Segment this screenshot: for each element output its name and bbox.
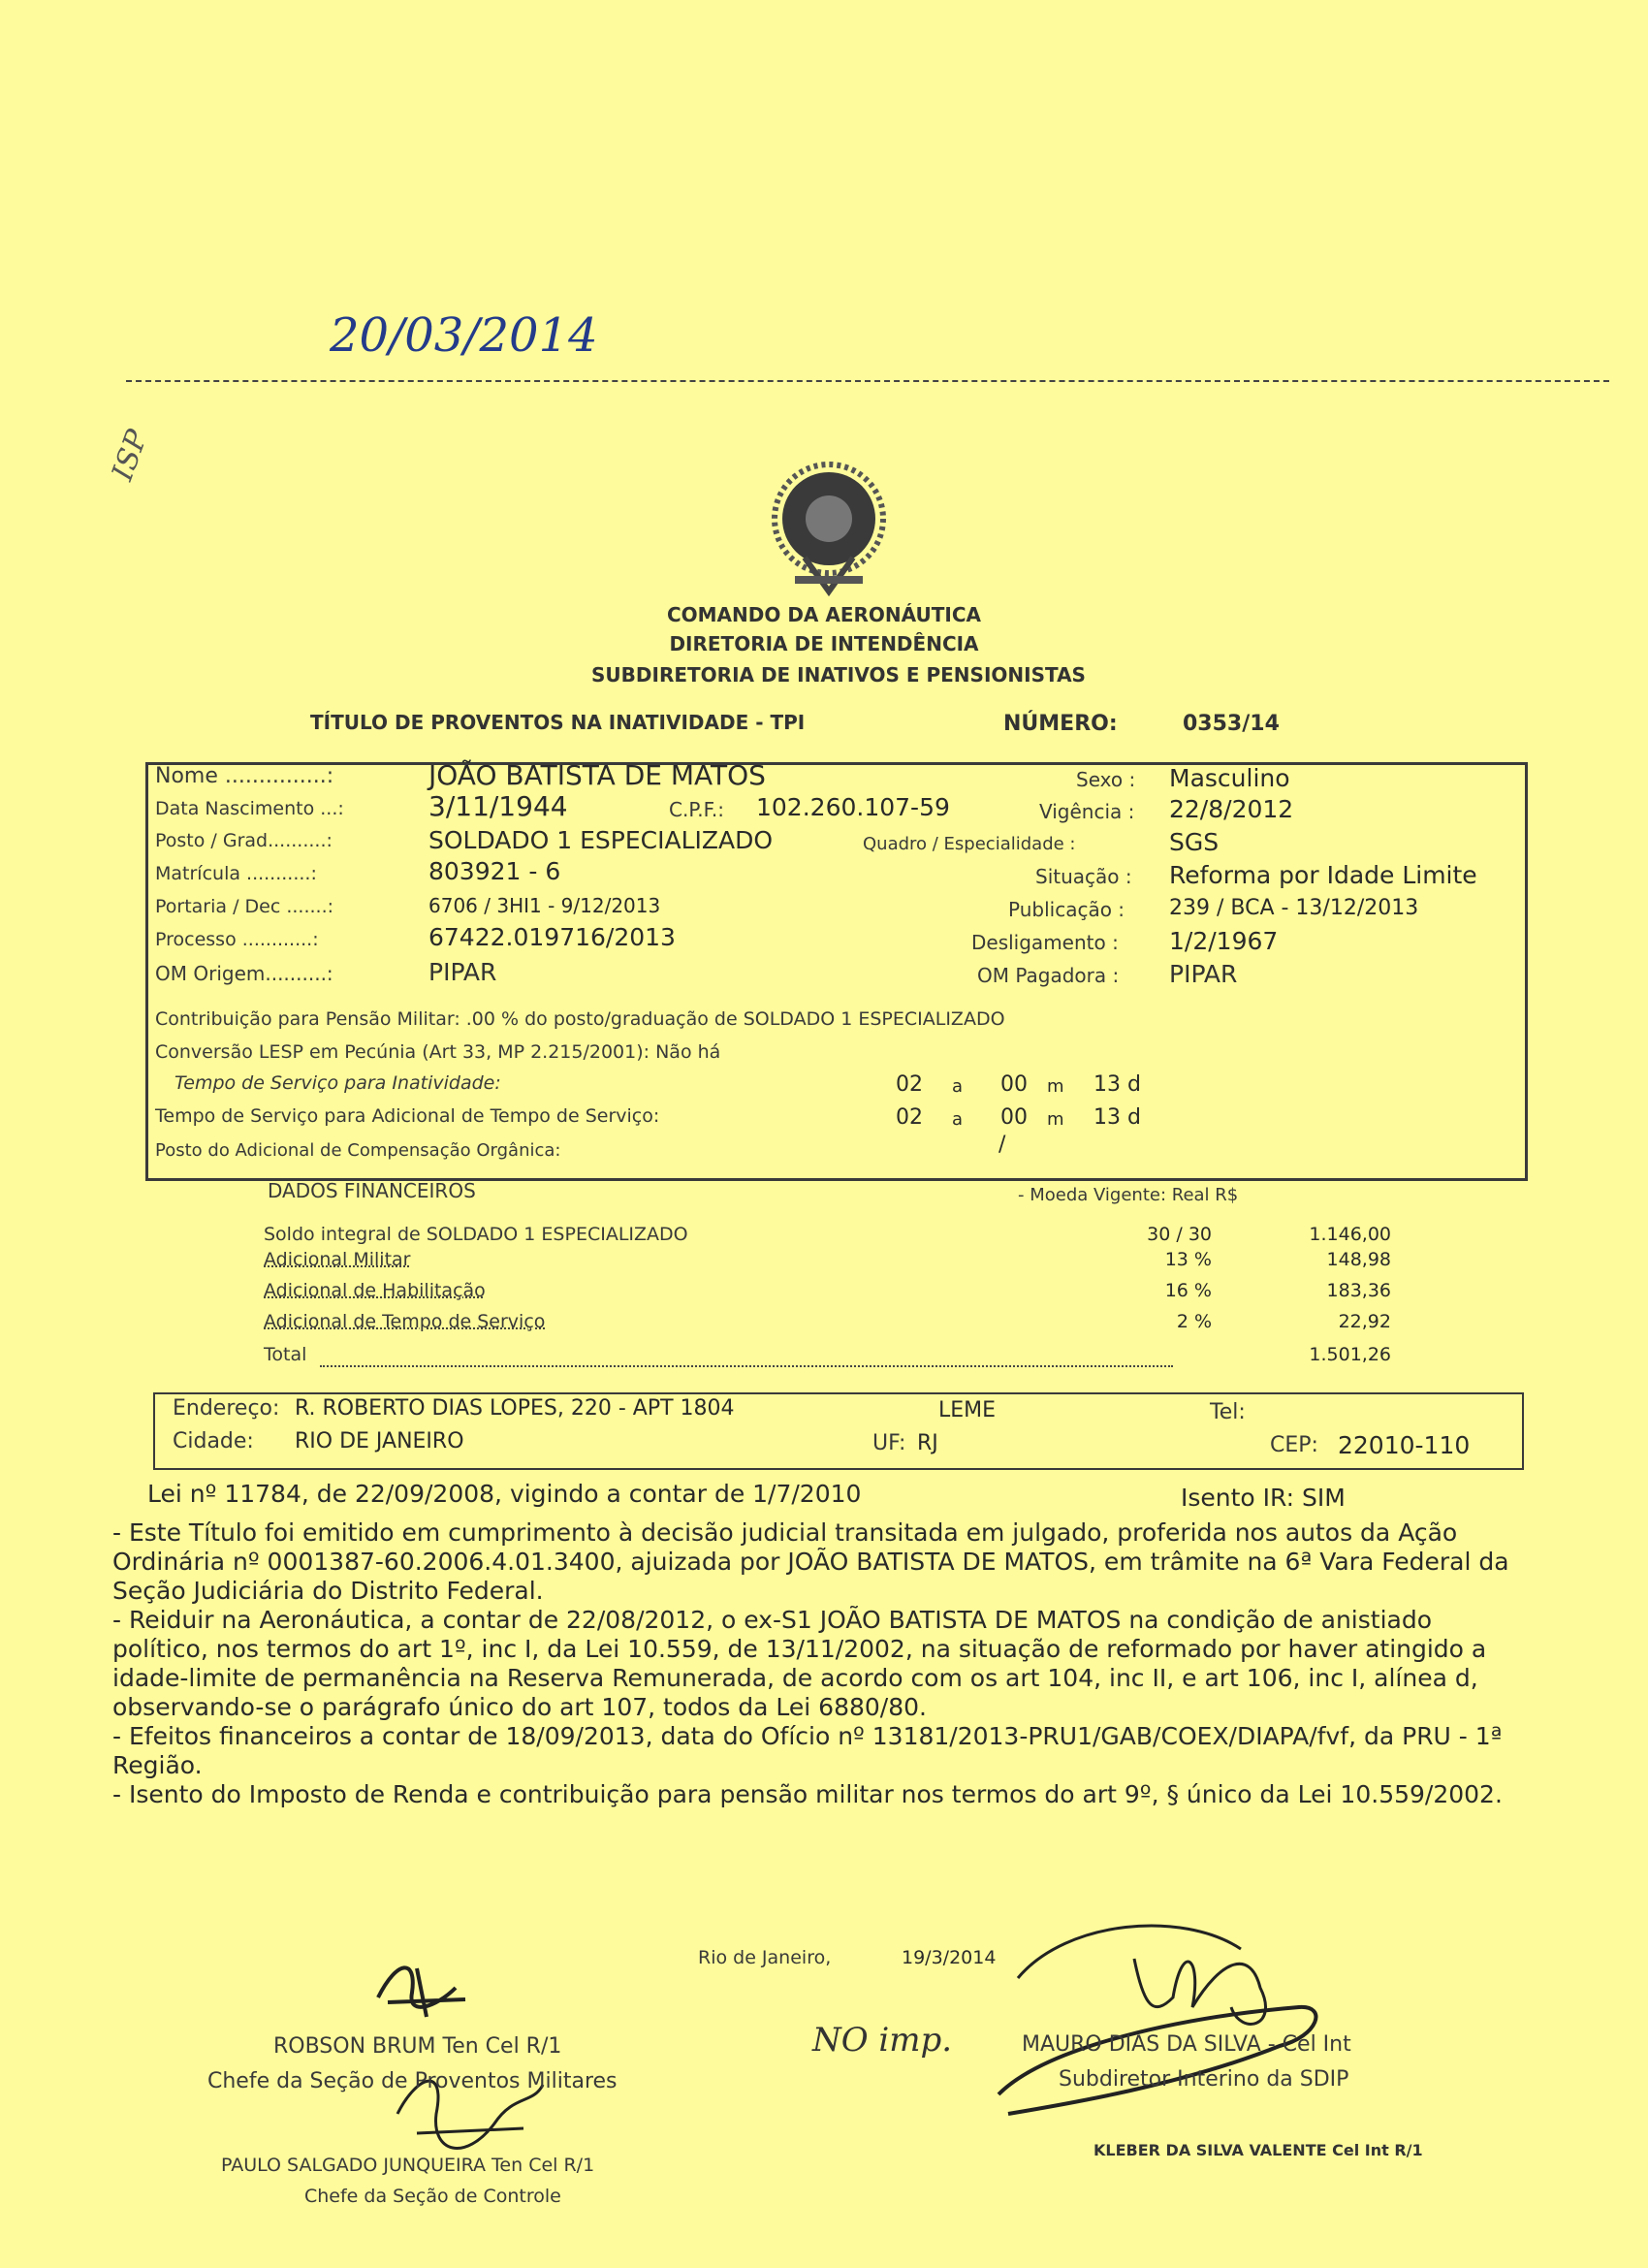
- numero-label: NÚMERO:: [1003, 712, 1118, 736]
- tempo-adicional-meses-unit: m: [1047, 1109, 1064, 1130]
- lei-line: Lei nº 11784, de 22/09/2008, vigindo a contar de 1/7/2010: [147, 1480, 862, 1508]
- fin-row-label: Soldo integral de SOLDADO 1 ESPECIALIZADO: [264, 1224, 688, 1245]
- tempo-inatividade-anos-unit: a: [952, 1076, 964, 1097]
- cpf-label: C.P.F.:: [669, 798, 725, 821]
- financeiros-title: DADOS FINANCEIROS: [268, 1179, 476, 1202]
- fin-row-label: Adicional Militar: [264, 1249, 411, 1270]
- dashed-separator: [126, 380, 1609, 382]
- posto-label: Posto / Grad..........:: [155, 830, 333, 851]
- header-line-3: SUBDIRETORIA DE INATIVOS E PENSIONISTAS: [591, 663, 1086, 687]
- paragraph-3: - Efeitos financeiros a contar de 18/09/2013, data do Ofício nº 13181/2013-PRU1/GAB/COEX/DIAPA/fvf, da PRU - 1ª Região.: [112, 1722, 1503, 1779]
- cidade-value: RIO DE JANEIRO: [295, 1429, 464, 1453]
- fin-row-value: 22,92: [1338, 1311, 1391, 1332]
- tempo-adicional-anos: 02: [896, 1105, 923, 1130]
- isento-ir: Isento IR: SIM: [1181, 1484, 1346, 1512]
- fin-row-value: 183,36: [1326, 1280, 1391, 1301]
- nome-value: JOÃO BATISTA DE MATOS: [428, 759, 766, 791]
- signature-robson: [359, 1949, 475, 2027]
- quadro-value: SGS: [1169, 828, 1220, 856]
- total-dotted-line: [320, 1365, 1173, 1367]
- tel-label: Tel:: [1210, 1400, 1246, 1424]
- posto-adicional-label: Posto do Adicional de Compensação Orgânica:: [155, 1140, 561, 1161]
- desligamento-value: 1/2/1967: [1169, 927, 1279, 955]
- fin-row-label: Adicional de Habilitação: [264, 1280, 486, 1301]
- posto-adicional-value: /: [998, 1133, 1006, 1157]
- processo-label: Processo ............:: [155, 929, 319, 950]
- sexo-label: Sexo :: [1076, 768, 1136, 791]
- uf-value: RJ: [917, 1431, 938, 1455]
- fin-row-qty: 2 %: [1176, 1311, 1212, 1332]
- portaria-label: Portaria / Dec .......:: [155, 896, 334, 917]
- cep-label: CEP:: [1270, 1433, 1318, 1457]
- endereco-value: R. ROBERTO DIAS LOPES, 220 - APT 1804: [295, 1396, 735, 1421]
- matricula-value: 803921 - 6: [428, 857, 561, 885]
- uf-label: UF:: [872, 1431, 906, 1455]
- quadro-label: Quadro / Especialidade :: [863, 834, 1076, 854]
- signature-left2-name: PAULO SALGADO JUNQUEIRA Ten Cel R/1: [221, 2155, 595, 2176]
- tempo-adicional-label: Tempo de Serviço para Adicional de Tempo de Serviço:: [155, 1105, 660, 1127]
- nome-label: Nome ...............:: [155, 764, 334, 788]
- handwritten-note: NO imp.: [812, 2021, 953, 2060]
- paragraph-1: - Este Título foi emitido em cumprimento à decisão judicial transitada em julgado, proferida nos autos da Ação Ordinária nº 0001387-60.2006.4.01.3400, ajuizada por JOÃO BATISTA DE MATOS, em trâmite na 6ª Vara Federal da Seção Judiciária do Distrito Federal.: [112, 1518, 1509, 1605]
- numero-value: 0353/14: [1183, 712, 1280, 736]
- tempo-inatividade-dias: 13 d: [1093, 1072, 1141, 1097]
- om-origem-label: OM Origem..........:: [155, 962, 333, 985]
- fin-row-qty: 16 %: [1164, 1280, 1212, 1301]
- moeda-vigente: - Moeda Vigente: Real R$: [1018, 1185, 1239, 1205]
- cep-value: 22010-110: [1338, 1431, 1471, 1459]
- signature-stamp: KLEBER DA SILVA VALENTE Cel Int R/1: [1093, 2141, 1423, 2159]
- issue-date: 19/3/2014: [902, 1947, 997, 1968]
- cpf-value: 102.260.107-59: [756, 793, 950, 821]
- signature-mauro: [989, 1901, 1338, 2133]
- signature-left1-name: ROBSON BRUM Ten Cel R/1: [273, 2034, 562, 2059]
- sexo-value: Masculino: [1169, 764, 1290, 792]
- header-line-2: DIRETORIA DE INTENDÊNCIA: [669, 632, 979, 655]
- margin-note: ISP: [105, 425, 155, 486]
- handwritten-date: 20/03/2014: [330, 308, 598, 363]
- vigencia-label: Vigência :: [1039, 800, 1135, 823]
- tempo-inatividade-label: Tempo de Serviço para Inatividade:: [174, 1072, 501, 1094]
- contribuicao-line: Contribuição para Pensão Militar: .00 % do posto/graduação de SOLDADO 1 ESPECIALIZADO: [155, 1008, 1005, 1030]
- endereco-label: Endereço:: [173, 1396, 280, 1421]
- publicacao-value: 239 / BCA - 13/12/2013: [1169, 896, 1419, 920]
- om-origem-value: PIPAR: [428, 958, 497, 986]
- local-label: Rio de Janeiro,: [698, 1947, 832, 1968]
- nascimento-label: Data Nascimento ...:: [155, 798, 344, 819]
- tempo-inatividade-meses-unit: m: [1047, 1076, 1064, 1097]
- tempo-adicional-dias: 13 d: [1093, 1105, 1141, 1130]
- portaria-value: 6706 / 3HI1 - 9/12/2013: [428, 894, 661, 917]
- tempo-inatividade-anos: 02: [896, 1072, 923, 1097]
- om-pagadora-label: OM Pagadora :: [977, 964, 1120, 987]
- nascimento-value: 3/11/1944: [428, 790, 568, 822]
- fin-row-qty: 13 %: [1164, 1249, 1212, 1270]
- cidade-label: Cidade:: [173, 1429, 254, 1453]
- fin-row-label: Total: [264, 1344, 307, 1365]
- posto-value: SOLDADO 1 ESPECIALIZADO: [428, 826, 774, 854]
- signature-right-name: MAURO DIAS DA SILVA - Cel Int: [1022, 2032, 1351, 2057]
- situacao-value: Reforma por Idade Limite: [1169, 861, 1477, 889]
- fin-row-value: 1.146,00: [1309, 1224, 1391, 1245]
- paragraph-2: - Reiduir na Aeronáutica, a contar de 22/08/2012, o ex-S1 JOÃO BATISTA DE MATOS na condição de anistiado político, nos termos do art 1º, inc I, da Lei 10.559, de 13/11/2002, na situação de reformado por haver atingido a idade-limite de permanência na Reserva Remunerada, de acordo com os art 104, inc II, e art 106, inc I, alínea d, observando-se o parágrafo único do art 107, todos da Lei 6880/80.: [112, 1606, 1487, 1721]
- paragraph-4: - Isento do Imposto de Renda e contribuição para pensão militar nos termos do art 9º, § único da Lei 10.559/2002.: [112, 1780, 1503, 1808]
- vigencia-value: 22/8/2012: [1169, 795, 1294, 823]
- matricula-label: Matrícula ...........:: [155, 863, 317, 884]
- signature-left2-title: Chefe da Seção de Controle: [304, 2186, 561, 2207]
- coat-of-arms-emblem: [766, 456, 892, 601]
- desligamento-label: Desligamento :: [971, 931, 1119, 954]
- fin-row-value: 148,98: [1326, 1249, 1391, 1270]
- situacao-label: Situação :: [1035, 865, 1132, 888]
- header-line-1: COMANDO DA AERONÁUTICA: [666, 603, 982, 626]
- document-title: TÍTULO DE PROVENTOS NA INATIVIDADE - TPI: [310, 711, 806, 734]
- conversao-line: Conversão LESP em Pecúnia (Art 33, MP 2.215/2001): Não há: [155, 1041, 721, 1063]
- signature-left1-title: Chefe da Seção de Proventos Militares: [207, 2069, 618, 2093]
- processo-value: 67422.019716/2013: [428, 923, 676, 951]
- bairro-value: LEME: [938, 1398, 997, 1422]
- tempo-inatividade-meses: 00: [1000, 1072, 1028, 1097]
- fin-row-qty: 30 / 30: [1147, 1224, 1212, 1245]
- tempo-adicional-meses: 00: [1000, 1105, 1028, 1130]
- fin-row-value: 1.501,26: [1309, 1344, 1391, 1365]
- om-pagadora-value: PIPAR: [1169, 960, 1238, 988]
- tempo-adicional-anos-unit: a: [952, 1109, 964, 1130]
- publicacao-label: Publicação :: [1008, 898, 1125, 921]
- signature-right-title: Subdiretor Interino da SDIP: [1059, 2067, 1349, 2092]
- fin-row-label: Adicional de Tempo de Serviço: [264, 1311, 546, 1332]
